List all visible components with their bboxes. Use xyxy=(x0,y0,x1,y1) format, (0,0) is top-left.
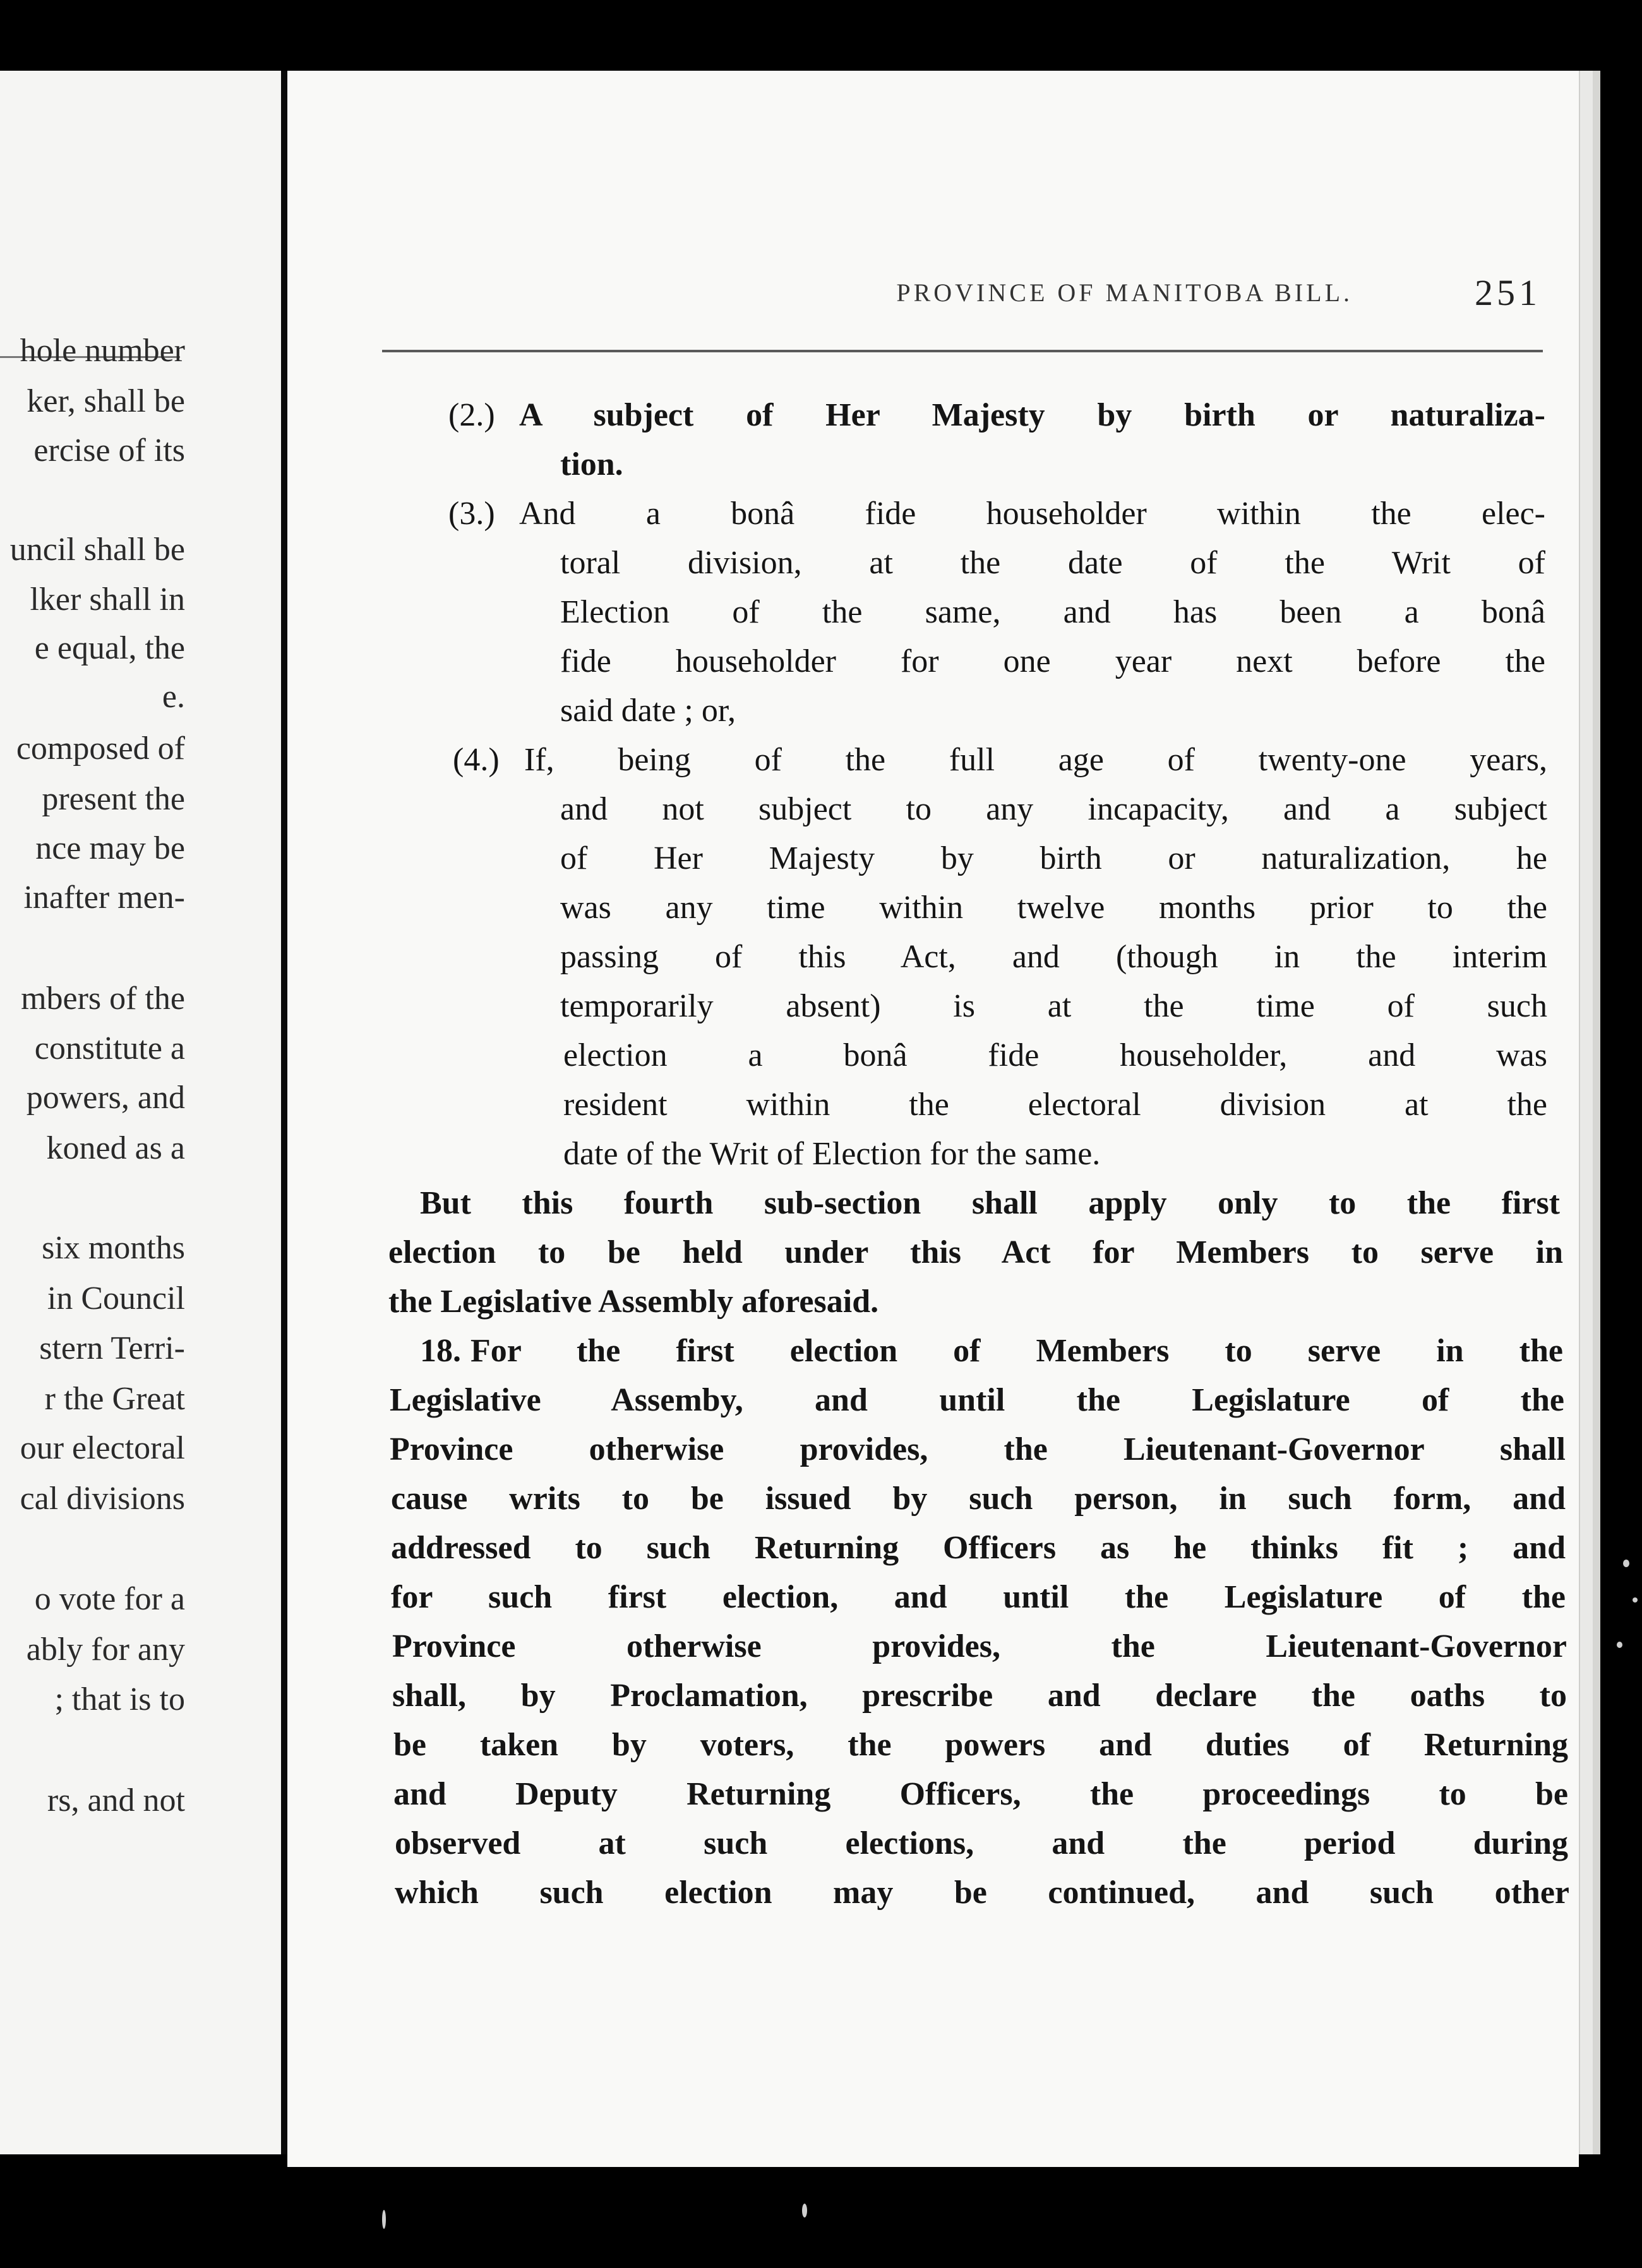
left-page-text-line: o vote for a xyxy=(34,1581,185,1617)
text-line: Province otherwise provides, the Lieutenant-Governor shall xyxy=(390,1431,1566,1467)
book-gutter xyxy=(281,71,287,2154)
left-page-text-line: ercise of its xyxy=(33,433,185,469)
text-line: And a bonâ fide householder within the elec- xyxy=(519,496,1545,532)
page-251 xyxy=(287,71,1579,2167)
text-line: election to be held under this Act for Members to serve in xyxy=(388,1234,1563,1270)
section-number: 18. xyxy=(420,1333,461,1369)
text-line: For the first election of Members to serve in the xyxy=(470,1333,1563,1369)
page-number: 251 xyxy=(1475,272,1541,313)
text-line: resident within the electoral division at the xyxy=(563,1087,1547,1123)
text-line: and not subject to any incapacity, and a subject xyxy=(560,791,1547,827)
header-rule xyxy=(382,350,1543,352)
left-facing-page xyxy=(0,71,281,2154)
text-line: was any time within twelve months prior to the xyxy=(560,890,1547,926)
text-line: toral division, at the date of the Writ of xyxy=(560,545,1545,581)
text-line: shall, by Proclamation, prescribe and declare the oaths to xyxy=(392,1678,1567,1714)
left-page-text-line: our electoral xyxy=(20,1430,185,1466)
text-line: temporarily absent) is at the time of such xyxy=(560,988,1547,1024)
text-line: election a bonâ fide householder, and was xyxy=(563,1037,1547,1073)
left-page-text-line: six months xyxy=(42,1230,185,1266)
item-number: (2.) xyxy=(448,397,495,433)
left-page-text-line: lker shall in xyxy=(30,582,185,618)
left-page-text-line: ; that is to xyxy=(54,1681,185,1717)
left-page-text-line: powers, and xyxy=(26,1080,185,1116)
text-line: fide householder for one year next before the xyxy=(560,643,1545,679)
dust-speck xyxy=(1617,1642,1622,1648)
left-page-text-line: e equal, the xyxy=(34,630,185,666)
left-page-text-line: koned as a xyxy=(46,1130,185,1166)
page-edge xyxy=(1593,71,1600,2154)
text-line: date of the Writ of Election for the same. xyxy=(563,1136,1101,1172)
text-line: passing of this Act, and (though in the interim xyxy=(560,939,1547,975)
left-page-text-line: ker, shall be xyxy=(27,383,185,419)
text-line: said date ; or, xyxy=(560,693,736,729)
text-line: If, being of the full age of twenty-one years, xyxy=(524,742,1547,778)
text-line: be taken by voters, the powers and duties of Returning xyxy=(393,1727,1568,1763)
left-page-text-line: ably for any xyxy=(26,1632,185,1668)
left-page-text-line: e. xyxy=(162,679,185,715)
text-line: Legislative Assemby, and until the Legislature of the xyxy=(390,1382,1564,1418)
dust-speck xyxy=(1623,1560,1629,1567)
text-line: the Legislative Assembly aforesaid. xyxy=(388,1284,879,1320)
text-line: But this fourth sub-section shall apply only to the first xyxy=(420,1185,1560,1221)
left-page-text-line: inafter men- xyxy=(23,880,185,916)
dust-speck xyxy=(802,2204,807,2217)
left-page-text-line: present the xyxy=(42,781,185,817)
left-page-text-line: constitute a xyxy=(34,1030,185,1066)
running-head: PROVINCE OF MANITOBA BILL. xyxy=(896,278,1353,307)
item-number: (4.) xyxy=(453,742,500,778)
left-page-text-line: cal divisions xyxy=(20,1481,185,1517)
text-line: which such election may be continued, and such other xyxy=(395,1875,1569,1911)
text-line: Election of the same, and has been a bonâ xyxy=(560,594,1545,630)
text-line: observed at such elections, and the period during xyxy=(395,1825,1568,1861)
text-line: of Her Majesty by birth or naturalization, he xyxy=(560,840,1547,876)
left-page-text-line: stern Terri- xyxy=(39,1330,185,1366)
text-line: cause writs to be issued by such person, in such form, and xyxy=(391,1481,1566,1517)
left-page-text-line: composed of xyxy=(16,731,185,767)
left-page-text-line: hole number xyxy=(20,333,185,369)
item-number: (3.) xyxy=(448,496,495,532)
text-line: Province otherwise provides, the Lieutenant-Governor xyxy=(392,1628,1567,1664)
text-line: for such first election, and until the Legislature of the xyxy=(391,1579,1566,1615)
left-page-text-line: r the Great xyxy=(44,1381,185,1417)
left-page-text-line: rs, and not xyxy=(47,1782,185,1818)
left-page-text-line: mbers of the xyxy=(21,981,185,1017)
text-line: addressed to such Returning Officers as he thinks fit ; and xyxy=(391,1530,1566,1566)
left-page-text-line: nce may be xyxy=(35,830,185,866)
left-page-text-line: uncil shall be xyxy=(9,532,185,568)
text-line: and Deputy Returning Officers, the proceedings to be xyxy=(393,1776,1568,1812)
text-line: A subject of Her Majesty by birth or naturaliza- xyxy=(519,397,1545,433)
dust-speck xyxy=(1633,1597,1638,1603)
left-page-text-line: in Council xyxy=(47,1280,185,1316)
dust-speck xyxy=(382,2210,386,2229)
page-edge xyxy=(1579,71,1593,2154)
text-line: tion. xyxy=(560,446,623,482)
